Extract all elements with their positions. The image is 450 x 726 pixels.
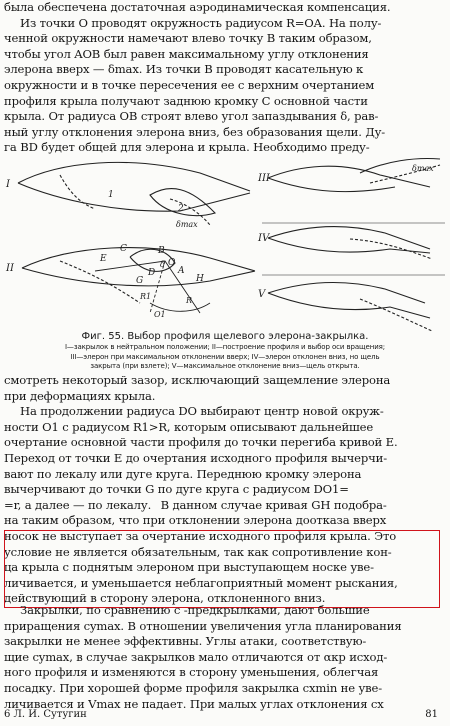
text-line: На продолжении радиуса DO выбирают центр новой окруж- — [20, 404, 384, 419]
text-line: ности O1 с радиусом R1>R, которым описывают дальнейшее — [4, 419, 374, 434]
text-line: закрылки не менее эффективны. Углы атаки, соответствую- — [4, 634, 367, 649]
point-label: δmax — [176, 220, 198, 229]
point-label: G — [136, 276, 144, 286]
profile-V — [268, 283, 425, 303]
text-line: вычерчивают до точки G по дуге круга с радиусом DO1= — [4, 482, 349, 497]
highlighted-line: действующий в сторону элерона, отклоненного вниз. — [4, 591, 326, 606]
text-line: Из точки O проводят окружность радиусом R=OA. На полу- — [20, 15, 382, 30]
text-line: окружности и в точке пересечения ее с верхним очертанием — [4, 77, 375, 92]
text-line: профиля крыла получают заднюю кромку C основной части — [4, 93, 368, 108]
text-line: вают по лекалу или дуге круга. Переднюю кромку элерона — [4, 466, 362, 481]
highlighted-line: на таким образом, что при отклонении элерона доотказа вверх — [4, 513, 387, 528]
top-paragraph — [4, 0, 444, 156]
text-line: личивается и Vmax не падает. При малых углах отклонения cx — [4, 696, 384, 711]
highlighted-line: условие не является обязательным, так как сопротивление кон- — [4, 544, 392, 559]
profile-I-lower — [18, 183, 250, 211]
red-highlight-box — [4, 530, 440, 608]
text-line: ный углу отклонения элерона вниз, без образования щели. Ду- — [4, 124, 386, 139]
text-line: при деформациях крыла. — [4, 388, 156, 403]
caption-legend-line: I—закрылок в нейтральном положении; II—построение профиля и выбор оси вращения; — [64, 343, 386, 351]
aileron-profile-figure — [0, 153, 450, 333]
text-line: приращения cymax. В отношении увеличения угла планирования — [4, 618, 402, 633]
text-fragment: =r, а далее — по лекалу. — [4, 497, 152, 512]
caption-legend-line: закрыта (при взлете); V—максимальное отклонение вниз—щель открыта. — [90, 362, 360, 370]
point-label: C — [120, 244, 127, 254]
text-line: была обеспечена достаточная аэродинамическая компенсация. — [4, 0, 391, 14]
highlighted-fragment: В данном случае кривая GH подобра- — [160, 497, 387, 512]
panel-label: III — [258, 173, 270, 184]
point-label: 2 — [178, 204, 184, 214]
highlighted-line: носок не выступает за очертание исходного профиля крыла. Это — [4, 528, 397, 543]
text-line: ного профиля и изменяются в сторону уменьшения, облегчая — [4, 665, 379, 680]
text-line: посадку. При хорошей форме профиля закрылка cxmin не уве- — [4, 680, 383, 695]
text-line: Закрылки, по сравнению с -предкрылками, дают большие — [20, 603, 370, 617]
text-line: щие cymax, в случае закрылков мало отличаются от αкр исход- — [4, 649, 388, 664]
footer-signature: 6 Л. И. Сутугин — [4, 709, 87, 720]
panel-label: V — [258, 289, 266, 300]
text-line: чтобы угол AOB был равен максимальному углу отклонения — [4, 46, 369, 61]
panel-label: II — [6, 263, 14, 274]
text-line: элерона вверх — δmax. Из точки B проводят касательную к — [4, 62, 364, 77]
figure-caption — [0, 330, 450, 372]
point-label: 1 — [108, 190, 114, 200]
point-label: B — [158, 246, 165, 256]
caption-legend-line: III—элерон при максимальном отклонении вверх; IV—элерон отклонен вниз, но щель — [70, 352, 380, 361]
point-label: O — [168, 258, 176, 268]
highlighted-line: личивается, и уменьшается неблагоприятный момент рыскания, — [4, 575, 398, 590]
point-label: δmax — [412, 164, 434, 173]
point-label: D — [148, 268, 156, 278]
text-line — [4, 498, 444, 514]
profile-III — [268, 166, 430, 187]
profile-I-upper — [18, 162, 250, 191]
page-number: 81 — [425, 709, 438, 720]
highlighted-line: ца крыла с поднятым элероном при выступающем носке уве- — [4, 560, 374, 575]
text-line: Переход от точки E до очертания исходного профиля вычерчи- — [4, 450, 387, 465]
point-label: E — [100, 254, 107, 264]
profile-II-upper — [22, 248, 255, 271]
panel-label: IV — [258, 233, 270, 244]
page-footer — [4, 709, 444, 723]
text-line: га BD будет общей для элерона и крыла. Необходимо преду- — [4, 140, 370, 155]
text-line: очертание основной части профиля до точки перегиба кривой E. — [4, 435, 398, 450]
text-line: крыла. От радиуса OB строят влево угол запаздывания δ, рав- — [4, 109, 379, 124]
point-label: O1 — [154, 310, 166, 319]
text-line: смотреть некоторый зазор, исключающий защемление элерона — [4, 373, 391, 387]
point-label: H — [196, 274, 204, 284]
point-label: A — [178, 266, 185, 276]
point-label: R1 — [140, 292, 152, 301]
text-line: ченной окружности намечают влево точку B таким образом, — [4, 31, 372, 46]
bottom-paragraph — [4, 603, 444, 712]
panel-label: I — [6, 179, 10, 190]
point-label: R — [186, 296, 193, 305]
caption-title: Фиг. 55. Выбор профиля щелевого элерона-закрылка. — [81, 331, 369, 342]
point-label: δ — [160, 260, 165, 269]
